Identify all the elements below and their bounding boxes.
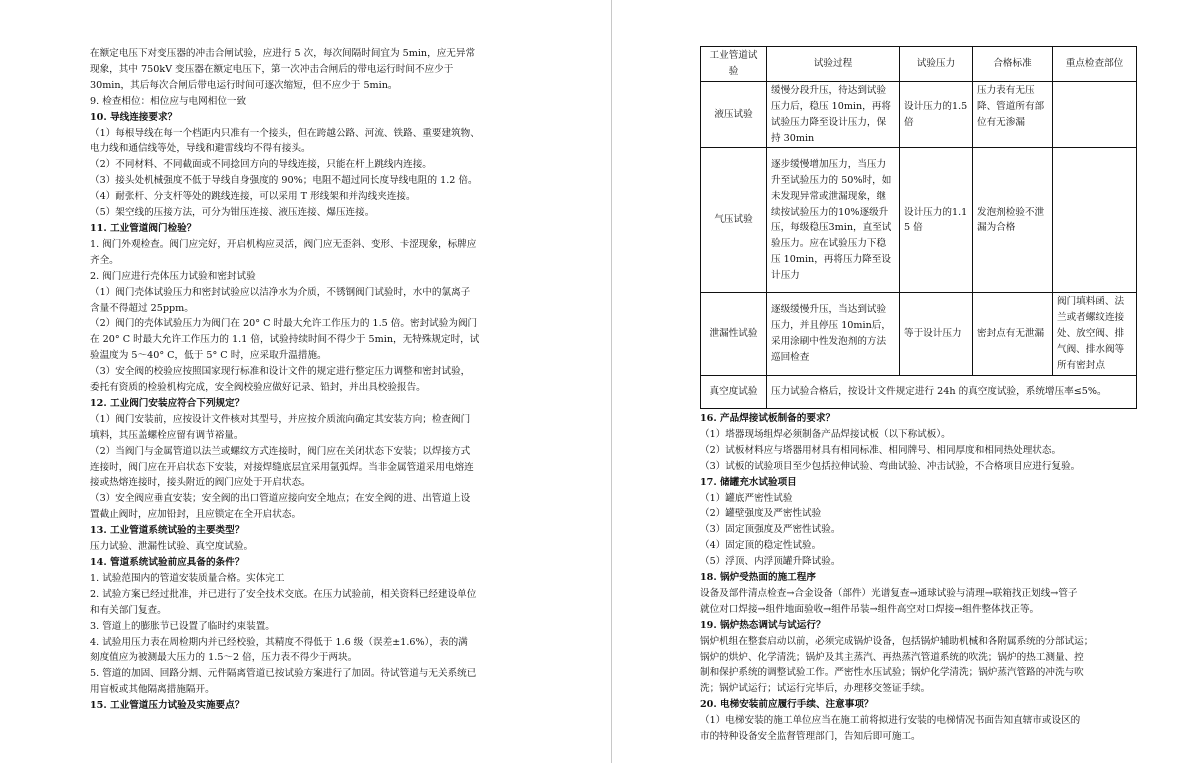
section-heading: 18. 锅炉受热面的施工程序 (700, 572, 816, 584)
section-heading: 16. 产品焊接试板制备的要求？ (700, 412, 836, 424)
text-line: 在额定电压下对变压器的冲击合闸试验，应进行 5 次，每次间隔时间宜为 5min，应无异常 (90, 48, 476, 59)
text-line: 2. 试验方案已经过批准，并已进行了安全技术交底。在压力试验前，相关资料已经建设单位 (90, 588, 477, 600)
text-line: 置截止阀时，应加铅封，且应锁定在全开启状态。 (90, 509, 302, 521)
text-line: （3）安全阀的校验应按照国家现行标准和设计文件的规定进行整定压力调整和密封试验， (90, 366, 471, 378)
table-row (701, 375, 1137, 408)
text-line: 在 20° C 时最大允许工作压力的 1.1 倍，试验持续时间不得少于 5min，无特殊规定时，试 (90, 334, 480, 346)
text-line: （2）试板材料应与塔器用材具有相同标准、相同牌号、相同厚度和相同热处理状态。 (700, 444, 1062, 456)
text-line: （1）塔器现场组焊必须制备产品焊接试板（以下称试板）。 (700, 428, 951, 440)
text-line: （3）固定顶强度及严密性试验。 (700, 524, 841, 536)
test-pressure-cell: 设计压力的1.5 倍 (900, 81, 973, 148)
text-line: 5. 管道的加固、回路分割、元件隔离管道已按试验方案进行了加固。待试管道与无关系统已 (90, 668, 477, 680)
test-name-cell: 液压试验 (701, 81, 767, 148)
text-line: （1）阀门安装前，应按设计文件核对其型号，并应按介质流向确定其安装方向；检查阀门 (90, 413, 471, 425)
left-page (90, 0, 522, 763)
text-line: 2. 阀门应进行壳体压力试验和密封试验 (90, 270, 256, 282)
text-line: 锅炉机组在整套启动以前，必须完成锅炉设备，包括锅炉辅助机械和各附属系统的分部试运； (700, 635, 1094, 647)
test-name-cell: 真空度试验 (701, 375, 767, 408)
test-name-cell: 气压试验 (701, 148, 767, 293)
section-heading: 11. 工业管道阀门检验？ (90, 222, 197, 234)
section-heading: 20. 电梯安装前应履行手续、注意事项？ (700, 699, 874, 711)
table-row (701, 148, 1137, 293)
test-standard-cell: 压力表有无压降、管道所有部位有无渗漏 (973, 81, 1053, 148)
test-pressure-cell: 等于设计压力 (900, 293, 973, 376)
test-process-cell: 逐步缓慢增加压力，当压力升至试验压力的 50%时，如未发现异常或泄漏现象，继续按试验压力的10%逐级升压，每级稳压3min，直至试验压力。应在试验压力下稳压 10min，再将压力降至设计压力 (767, 148, 900, 293)
test-process-cell: 缓慢分段升压，待达到试验压力后，稳压 10min，再将试验压力降至设计压力，保持 30min (767, 81, 900, 148)
text-line: （1）罐底严密性试验 (700, 492, 793, 504)
text-line: 压力试验、泄漏性试验、真空度试验。 (90, 541, 254, 553)
text-line: （5）架空线的压接方法，可分为钳压连接、液压连接、爆压连接。 (90, 207, 375, 219)
text-line: 接或热熔连接时，接头附近的阀门应处于开启状态。 (90, 477, 311, 489)
table-header-cell: 合格标准 (973, 47, 1053, 82)
test-standard-cell: 发泡剂检验不泄漏为合格 (973, 148, 1053, 293)
text-line: 30min，其后每次合闸后带电运行时间可逐次缩短，但不应少于 5min。 (90, 79, 398, 91)
table-header-row (701, 47, 1137, 82)
text-line: （1）每根导线在每一个档距内只准有一个接头，但在跨越公路、河流、铁路、重要建筑物、 (90, 127, 480, 139)
test-focus-cell (1053, 148, 1137, 293)
text-line: 制和保护系统的调整试验工作。严密性水压试验；锅炉化学清洗；锅炉蒸汽管路的冲洗与吹 (700, 667, 1084, 679)
table-header-cell: 试验压力 (900, 47, 973, 82)
text-line: （3）接头处机械强度不低于导线自身强度的 90%；电阻不超过同长度导线电阻的 1.2 倍。 (90, 175, 478, 187)
text-line: 9. 检查相位：相位应与电网相位一致 (90, 95, 247, 107)
test-pressure-cell: 设计压力的1.15 倍 (900, 148, 973, 293)
text-line: （4）固定顶的稳定性试验。 (700, 540, 822, 552)
text-line: （2）阀门的壳体试验压力为阀门在 20° C 时最大允许工作压力的 1.5 倍。密封试验为阀门 (90, 318, 478, 330)
text-line: （3）试板的试验项目至少包括拉伸试验、弯曲试验、冲击试验，不合格项目应进行复验。 (700, 460, 1081, 472)
section-heading: 12. 工业阀门安装应符合下列规定？ (90, 397, 245, 409)
right-text-block (700, 409, 1140, 745)
test-standard-cell: 密封点有无泄漏 (973, 293, 1053, 376)
text-line: 连接时，阀门应在开启状态下安装，对接焊缝底层宜采用氩弧焊。当非金属管道采用电熔连 (90, 461, 474, 473)
text-line: 锅炉的烘炉、化学清洗；锅炉及其主蒸汽、再热蒸汽管道系统的吹洗；锅炉的热工测量、控 (700, 651, 1084, 663)
test-process-cell: 逐级缓慢升压，当达到试验压力，并且停压 10min后，采用涂刷中性发泡剂的方法巡回检查 (767, 293, 900, 376)
left-text-block (90, 0, 522, 714)
text-line: 含量不得超过 25ppm。 (90, 302, 194, 314)
section-heading: 19. 锅炉热态调试与试运行？ (700, 619, 826, 631)
text-line: 填料，其压盖螺栓应留有调节裕量。 (90, 429, 244, 441)
text-line: 就位对口焊接→组件地面验收→组件吊装→组件高空对口焊接→组件整体找正等。 (700, 603, 1040, 615)
text-line: （2）不同材料、不同截面或不同捻回方向的导线连接，只能在杆上跳线内连接。 (90, 159, 432, 171)
text-line: 1. 试验范围内的管道安装质量合格。实体完工 (90, 572, 285, 584)
text-line: 电力线和通信线等处，导线和避雷线均不得有接头。 (90, 143, 311, 155)
text-line: （5）浮顶、内浮顶罐升降试验。 (700, 556, 841, 568)
text-line: （3）安全阀应垂直安装；安全阀的出口管道应接向安全地点；在安全阀的进、出管道上设 (90, 493, 471, 505)
text-line: 设备及部件清点检查→合金设备（部件）光谱复查→通球试验与清理→联箱找正划线→管子 (700, 587, 1078, 599)
text-line: 洗；锅炉试运行；试运行完毕后，办理移交签证手续。 (700, 683, 931, 695)
text-line: 刻度值应为被测最大压力的 1.5～2 倍，压力表不得少于两块。 (90, 652, 358, 664)
section-heading: 15. 工业管道压力试验及实施要点？ (90, 700, 245, 712)
test-name-cell: 泄漏性试验 (701, 293, 767, 376)
table-row (701, 81, 1137, 148)
text-line: 齐全。 (90, 254, 119, 266)
text-line: （2）罐壁强度及严密性试验 (700, 508, 822, 520)
text-line: 验温度为 5～40° C，低于 5° C 时，应采取升温措施。 (90, 350, 327, 362)
test-process-cell: 压力试验合格后，按设计文件规定进行 24h 的真空度试验，系统增压率≤5%。 (767, 375, 1137, 408)
section-heading: 17. 储罐充水试验项目 (700, 476, 797, 488)
text-line: 市的特种设备安全监督管理部门，告知后即可施工。 (700, 731, 921, 743)
section-heading: 14. 管道系统试验前应具备的条件？ (90, 557, 245, 568)
table-row (701, 293, 1137, 376)
text-line: 3. 管道上的膨胀节已设置了临时约束装置。 (90, 620, 275, 632)
section-heading: 13. 工业管道系统试验的主要类型？ (90, 525, 245, 537)
text-line: 1. 阀门外观检查。阀门应完好，开启机构应灵活，阀门应无歪斜、变形、卡涩现象，标牌应 (90, 238, 477, 250)
text-line: 4. 试验用压力表在周检期内并已经校验，其精度不得低于 1.6 级（误差±1.6%），表的满 (90, 636, 468, 648)
table-header-cell: 试验过程 (767, 47, 900, 82)
text-line: （4）耐张杆、分支杆等处的跳线连接，可以采用 T 形线架和并沟线夹连接。 (90, 191, 416, 203)
text-line: （2）当阀门与金属管道以法兰或螺纹方式连接时，阀门应在关闭状态下安装；以焊接方式 (90, 445, 471, 457)
text-line: 现象，其中 750kV 变压器在额定电压下，第一次冲击合闸后的带电运行时间不应少于 (90, 63, 454, 75)
test-focus-cell: 阀门填料函、法兰或者螺纹连接处、放空阀、排气阀、排水阀等所有密封点 (1053, 293, 1137, 376)
text-line: 和有关部门复查。 (90, 604, 167, 616)
text-line: 用盲板或其他隔离措施隔开。 (90, 684, 215, 696)
page-divider (611, 0, 612, 763)
test-focus-cell (1053, 81, 1137, 148)
pressure-test-table (700, 46, 1137, 409)
table-header-cell: 工业管道试验 (701, 47, 767, 82)
text-line: 委托有资质的检验机构完成，安全阀校验应做好记录、铅封，并出具校验报告。 (90, 382, 426, 394)
text-line: （1）电梯安装的施工单位应当在施工前将拟进行安装的电梯情况书面告知直辖市或设区的 (700, 715, 1081, 727)
right-page (700, 0, 1140, 763)
text-line: （1）阀门壳体试验压力和密封试验应以洁净水为介质，不锈钢阀门试验时，水中的氯离子 (90, 286, 471, 298)
table-header-cell: 重点检查部位 (1053, 47, 1137, 82)
section-heading: 10. 导线连接要求？ (90, 111, 178, 123)
